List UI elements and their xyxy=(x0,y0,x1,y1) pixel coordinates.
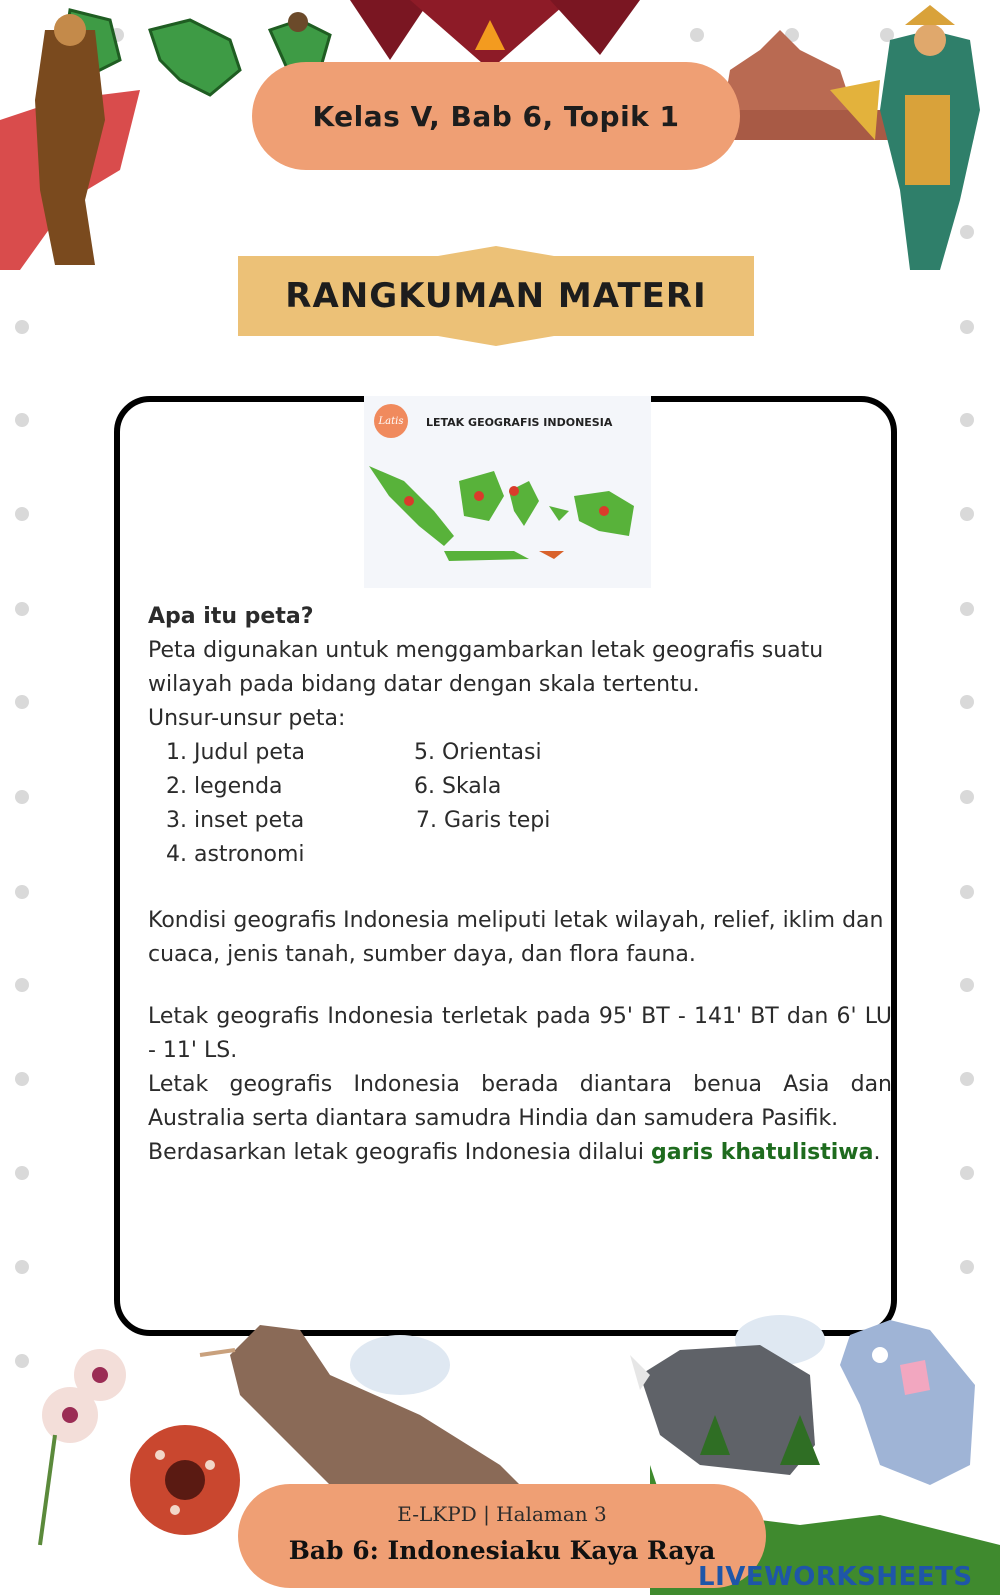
decor-dot xyxy=(960,1166,974,1180)
decor-dot xyxy=(15,602,29,616)
decor-dot xyxy=(15,790,29,804)
decor-dot xyxy=(960,507,974,521)
decor-dot xyxy=(15,1260,29,1274)
map-elements-list xyxy=(148,736,892,872)
map-logo: Latis xyxy=(374,404,408,438)
equator-highlight: garis khatulistiwa xyxy=(650,1140,874,1165)
equator-prefix: Berdasarkan letak geografis Indonesia dilalui xyxy=(148,1140,651,1165)
decor-dot xyxy=(960,1260,974,1274)
decor-dot xyxy=(960,978,974,992)
geographic-conditions: Kondisi geografis Indonesia meliputi letak wilayah, relief, iklim dan cuaca, jenis tanah, sumber daya, dan flora fauna. xyxy=(148,908,884,967)
decor-dot xyxy=(15,695,29,709)
decor-dot xyxy=(960,790,974,804)
liveworksheets-watermark: LIVEWORKSHEETS xyxy=(698,1562,973,1592)
decor-dot xyxy=(960,320,974,334)
list-item: 3. inset peta xyxy=(166,808,305,833)
location-between: Letak geografis Indonesia berada diantara benua Asia dan Australia serta diantara samudra Hindia dan samudera Pasifik. xyxy=(148,1072,892,1131)
list-item: 1. Judul peta xyxy=(166,740,306,765)
decor-dot xyxy=(15,507,29,521)
decor-dot xyxy=(15,885,29,899)
map-caption: LETAK GEOGRAFIS INDONESIA xyxy=(426,416,613,429)
decor-dot xyxy=(15,413,29,427)
class-chapter-text: Kelas V, Bab 6, Topik 1 xyxy=(312,99,680,133)
equator-sentence xyxy=(148,1136,892,1170)
footer-chapter-title: Bab 6: Indonesiaku Kaya Raya xyxy=(288,1536,716,1565)
map-definition: Peta digunakan untuk menggambarkan letak geografis suatu wilayah pada bidang datar dengan skala tertentu. xyxy=(148,638,824,697)
footer-badge xyxy=(238,1484,766,1588)
decor-dot xyxy=(960,695,974,709)
geographic-location: Letak geografis Indonesia terletak pada 95' BT - 141' BT dan 6' LU - 11' LS. xyxy=(148,1004,892,1063)
decor-dot xyxy=(960,413,974,427)
decor-dot xyxy=(15,1166,29,1180)
decor-dot xyxy=(960,1072,974,1086)
list-item: 7. Garis tepi xyxy=(416,808,551,833)
decor-dot xyxy=(960,602,974,616)
list-item: 6. Skala xyxy=(414,774,502,799)
temple-and-dancer-illustration xyxy=(700,0,1000,285)
map-elements-label: Unsur-unsur peta: xyxy=(148,706,346,731)
class-chapter-label xyxy=(252,62,740,170)
indonesia-map-image xyxy=(364,396,651,588)
equator-suffix: . xyxy=(873,1140,881,1165)
decor-dot xyxy=(960,885,974,899)
indonesia-map-icon xyxy=(364,451,651,581)
list-item: 2. legenda xyxy=(166,774,283,799)
decor-dot xyxy=(15,1072,29,1086)
question-heading: Apa itu peta? xyxy=(148,604,314,629)
list-item: 4. astronomi xyxy=(166,842,305,867)
list-item: 5. Orientasi xyxy=(414,740,542,765)
decor-dot xyxy=(15,320,29,334)
footer-page-label: E-LKPD | Halaman 3 xyxy=(397,1502,607,1526)
decor-dot xyxy=(15,978,29,992)
summary-content xyxy=(148,600,892,1170)
summary-title: RANGKUMAN MATERI xyxy=(285,276,707,316)
